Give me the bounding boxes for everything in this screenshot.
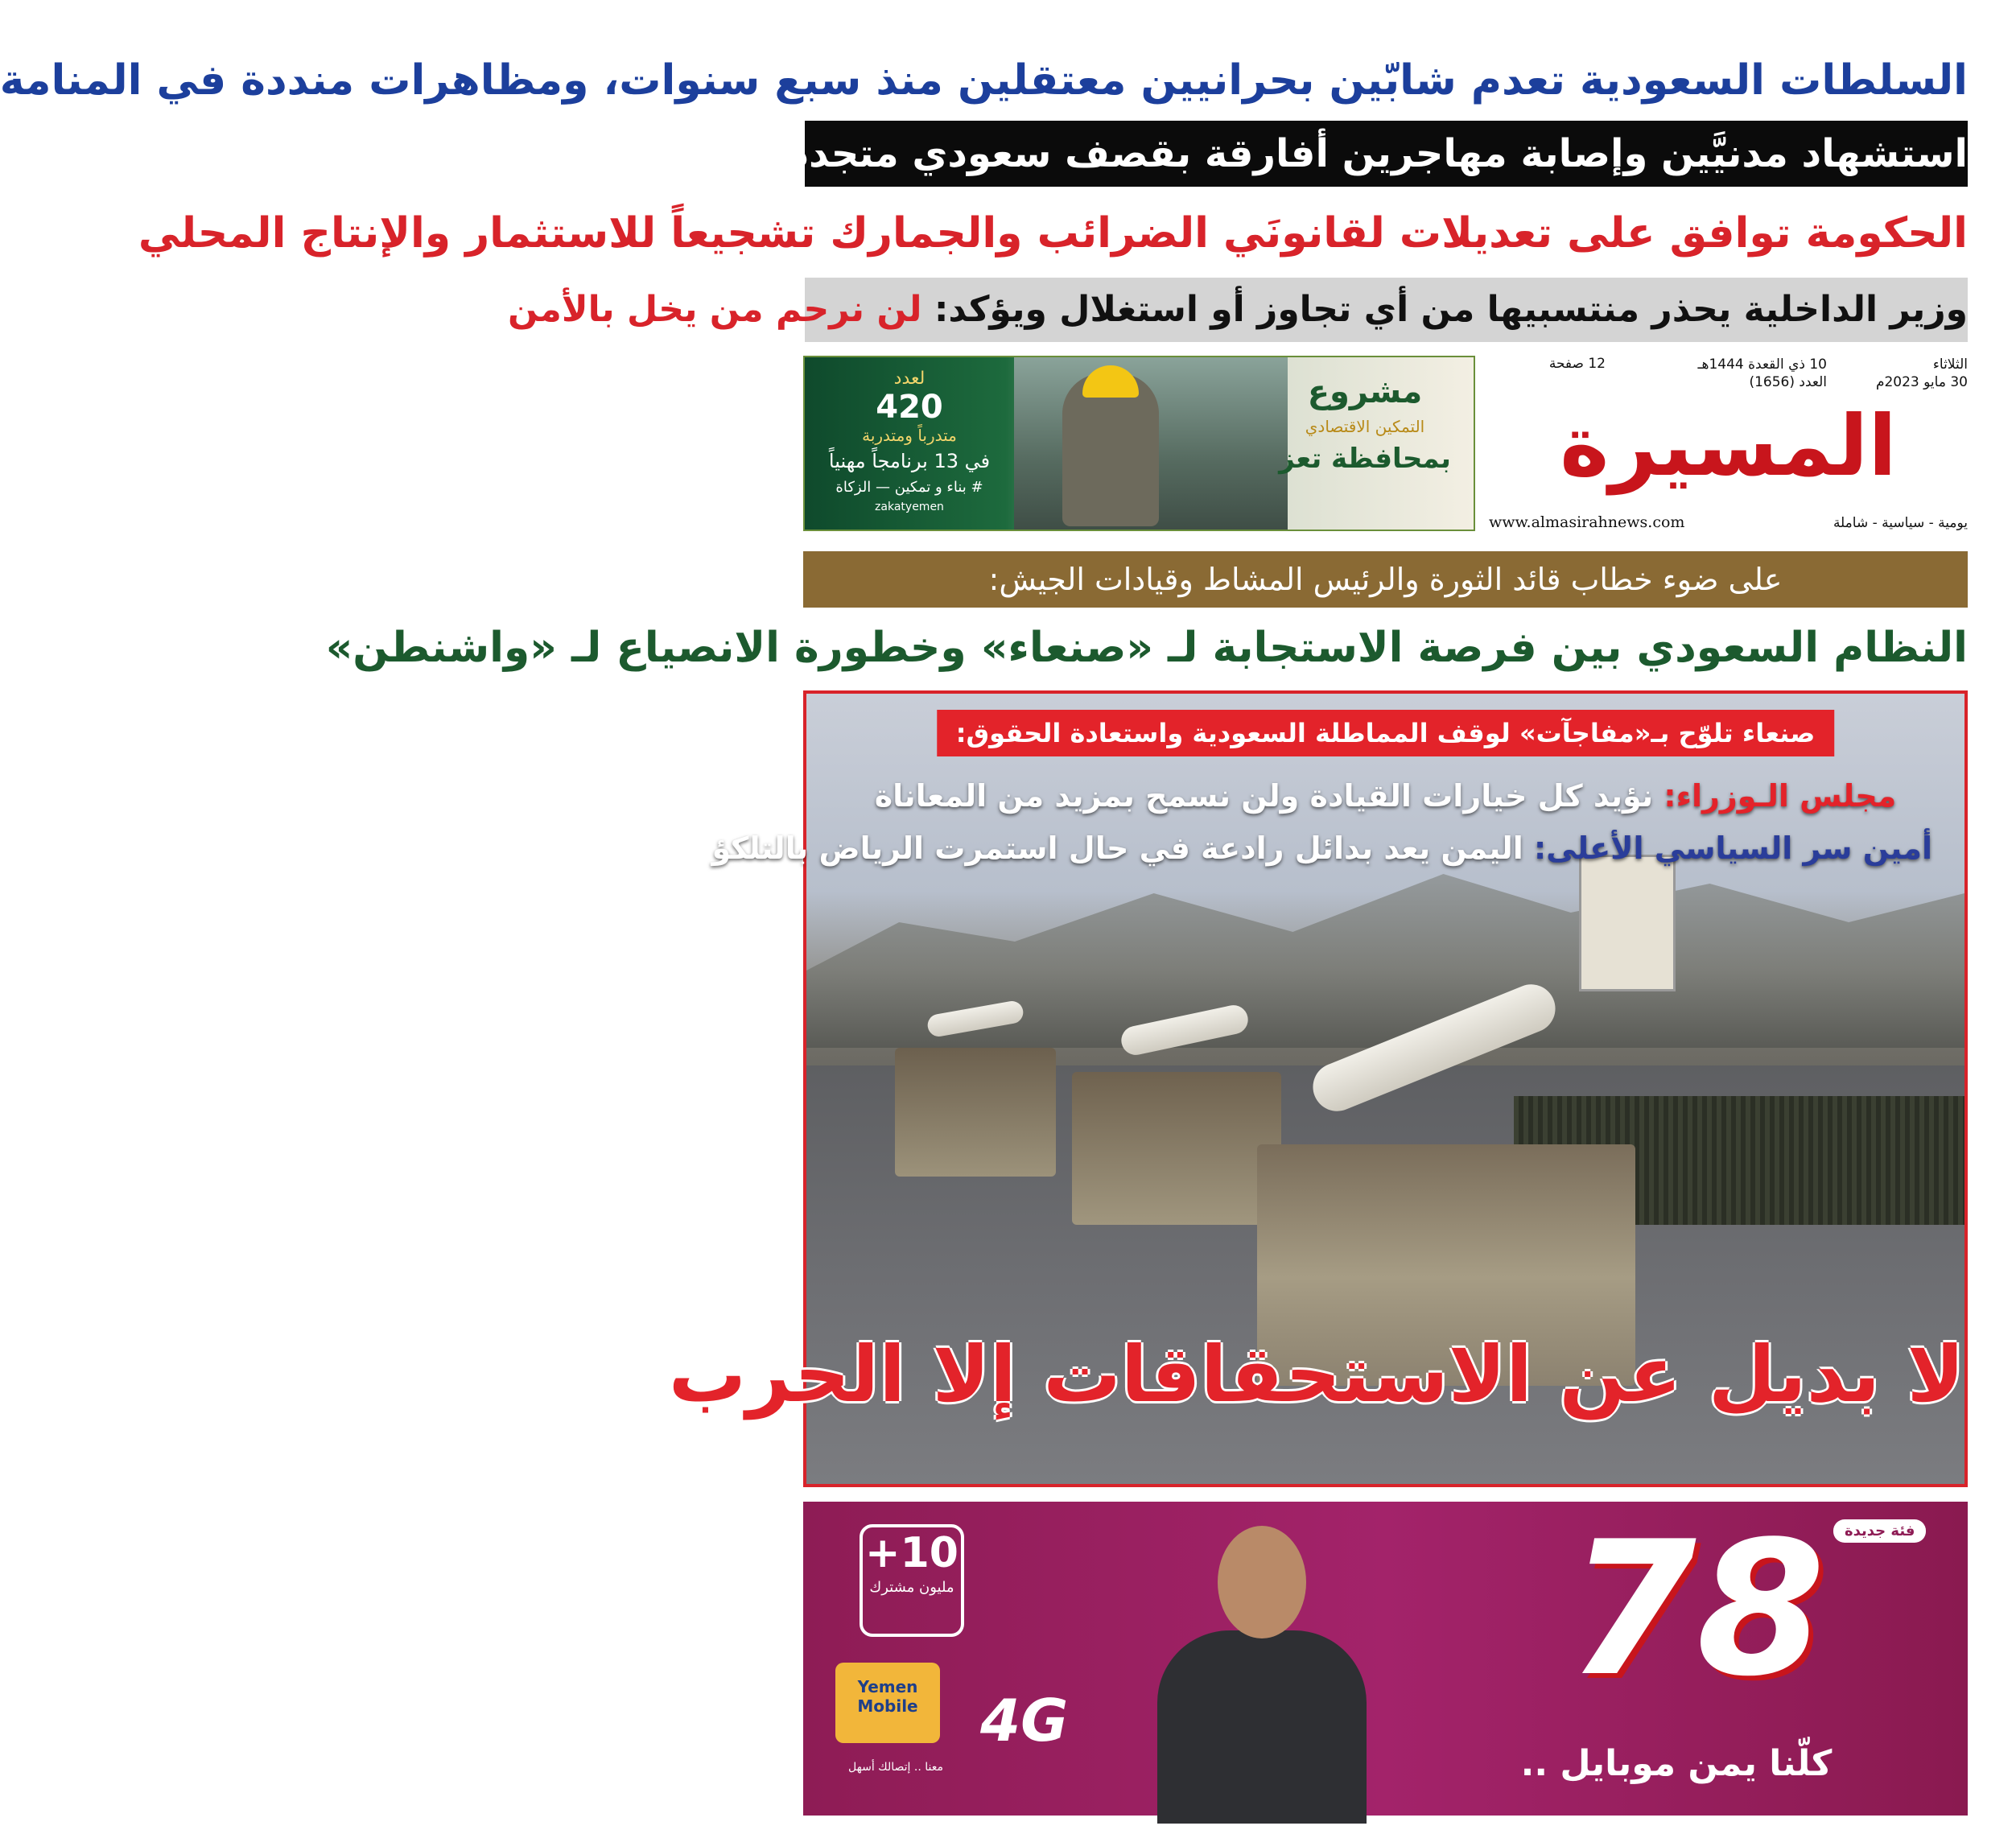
issue-hijri-date: 10 ذي القعدة 1444هـ (1697, 357, 1827, 373)
ad-spokesperson (1157, 1510, 1367, 1816)
spokesperson-suit (1157, 1630, 1367, 1824)
feature-big-headline: لا بديل عن الاستحقاقات إلا الحرب (668, 1329, 1964, 1420)
helmet-icon (1082, 365, 1139, 398)
newspaper-tagline: يومية - سياسية - شاملة (1833, 515, 1968, 531)
subscribers-number: 10+ (865, 1529, 959, 1577)
zakat-stats-box (805, 357, 1014, 530)
zakat-count-label: لعدد (893, 369, 926, 389)
ad-slogan: كلّنا يمن موبايل .. (1520, 1743, 1833, 1784)
spokesperson-head (1218, 1526, 1306, 1638)
missile-truck-rear (895, 1048, 1056, 1177)
number-78: 78 (1567, 1502, 1826, 1717)
headline-tax-customs-amendments: الحكومة توافق على تعديلات لقانونَي الضرائب والجمارك تشجيعاً للاستثمار والإنتاج المحلي (138, 209, 1968, 258)
roadside-billboard (1579, 855, 1676, 991)
issue-number: العدد (1656) (1749, 374, 1827, 390)
missile-truck-middle (1072, 1072, 1281, 1225)
quote-cabinet-speaker: مجلس الـوزراء: (1664, 778, 1897, 814)
issue-day-date (1876, 356, 1968, 391)
project-name: التمكين الاقتصادي (1305, 417, 1425, 436)
headline-interior-prefix: وزير الداخلية يحذر منتسبيها من أي تجاوز أو استغلال ويؤكد: (934, 289, 1968, 330)
project-label: مشروع (1307, 373, 1423, 410)
new-category-badge: فئة جديدة (1833, 1519, 1926, 1543)
quote-political-council (711, 831, 1932, 866)
worker-photo (1014, 357, 1288, 530)
zakat-count: 420 (876, 389, 943, 426)
subscribers-badge (860, 1524, 964, 1637)
zakat-advertisement (803, 356, 1475, 531)
yemen-mobile-advertisement (803, 1502, 1968, 1816)
newspaper-website[interactable]: www.almasirahnews.com (1489, 513, 1685, 531)
subscribers-label: مليون مشترك (869, 1579, 954, 1596)
headline-saada-shelling: استشهاد مدنيَّين وإصابة مهاجرين أفارقة بقصف سعودي متجدد على صعدة (805, 121, 1968, 187)
quote-council-speaker: أمين سر السياسي الأعلى: (1534, 831, 1932, 866)
feature-subhead: صنعاء تلوّح بـ«مفاجآت» لوقف المماطلة السعودية واستعادة الحقوق: (937, 710, 1835, 756)
project-place: بمحافظة تعز (1279, 443, 1451, 475)
zakat-brand: # بناء و تمكين — الزكاة (835, 479, 983, 496)
quote-council-text: اليمن يعد بدائل رادعة في حال استمرت الرياض بالتلكؤ (711, 831, 1523, 866)
newspaper-logo: المسيرة (1560, 397, 1897, 495)
masthead (1489, 356, 1968, 533)
zakat-programs: في 13 برنامجاً مهنياً (828, 450, 991, 472)
issue-hijri-block (1698, 356, 1827, 391)
headline-interior-accent: لن نرحم من يخل بالأمن (508, 289, 922, 330)
issue-pages: 12 صفحة (1548, 356, 1606, 372)
zakat-trainees: متدرباً ومتدربة (862, 426, 957, 445)
feature-main-headline: النظام السعودي بين فرصة الاستجابة لـ «صنعاء» وخطورة الانصياع لـ «واشنطن» (325, 624, 1968, 672)
headline-bahrain-executions: السلطات السعودية تعدم شابّين بحرانيين معتقلين منذ سبع سنوات، ومظاهرات منددة في المنامة (0, 56, 1968, 105)
quote-cabinet-text: نؤيد كل خيارات القيادة ولن نسمح بمزيد من المعاناة (874, 778, 1654, 814)
project-title-block (1272, 373, 1457, 475)
operator-tagline: معنا .. إتصالك أسهل (848, 1761, 943, 1774)
quote-cabinet (839, 778, 1932, 814)
yemen-mobile-logo: Yemen Mobile (835, 1663, 940, 1743)
network-4g-logo: 4G (980, 1687, 1069, 1754)
headline-interior-minister (508, 278, 1968, 342)
issue-gregorian-date: 30 مايو 2023م (1875, 374, 1968, 390)
issue-day: الثلاثاء (1932, 357, 1968, 373)
military-parade-photo (668, 690, 1968, 1487)
feature-kicker: على ضوء خطاب قائد الثورة والرئيس المشاط وقيادات الجيش: (803, 551, 1968, 608)
zakat-social-handle: zakatyemen (875, 501, 944, 513)
